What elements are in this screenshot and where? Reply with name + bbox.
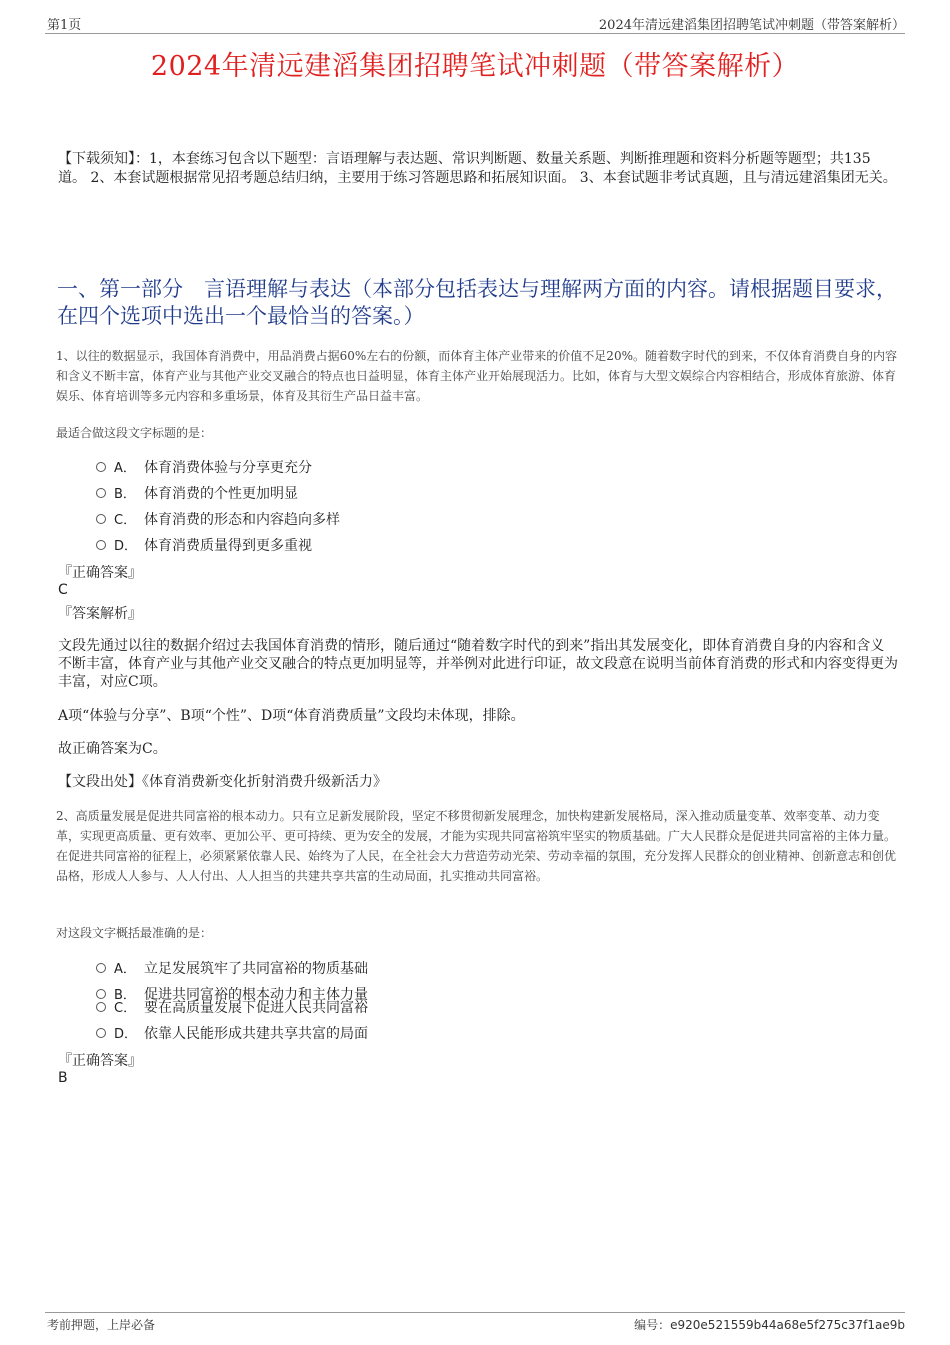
question-1-prompt: 最适合做这段文字标题的是： [56,426,213,440]
question-1-option-a[interactable]: A． 体育消费体验与分享更充分 [96,457,312,477]
page-number: 第1页 [47,18,82,33]
footer-divider [45,1312,905,1313]
footer-code: 编号：e920e521559b44a68e5f275c37f1ae9b [634,1318,905,1332]
download-notice: 【下载须知】：1，本套练习包含以下题型：言语理解与表达题、常识判断题、数量关系题、判断推理题和资料分析题等题型；共135道。 2、本套试题根据常见招考题总结归纳，主要用于练习答题思路和拓展知识面。 3、本套试题非考试真题，且与清远建滔集团无关。 [58,151,897,186]
section-heading: 一、第一部分 言语理解与表达（本部分包括表达与理解两方面的内容。请根据题目要求，在四个选项中选出一个最恰当的答案。） [57,277,897,328]
footer-slogan: 考前押题，上岸必备 [47,1318,156,1332]
question-2-option-b[interactable]: B． 促进共同富裕的根本动力和主体力量 [96,984,368,1004]
radio-icon[interactable] [96,1028,106,1038]
radio-icon[interactable] [96,488,106,498]
question-1-option-c[interactable]: C． 体育消费的形态和内容趋向多样 [96,509,340,529]
analysis-paragraph-1: 文段先通过以往的数据介绍过去我国体育消费的情形，随后通过“随着数字时代的到来”指出其发展变化，即体育消费自身的内容和含义不断丰富，体育产业与其他产业交叉融合的特点更加明显等，并举例对此进行印证，故文段意在说明当前体育消费的形式和内容变得更为丰富，对应C项。 [58,638,898,690]
source-citation: 【文段出处】《体育消费新变化折射消费升级新活力》 [58,774,387,790]
radio-icon[interactable] [96,963,106,973]
analysis-label: 『答案解析』 [58,606,142,622]
radio-icon[interactable] [96,514,106,524]
question-1-text: 1、以往的数据显示，我国体育消费中，用品消费占据60%左右的份额，而体育主体产业带来的价值不足20%。随着数字时代的到来，不仅体育消费自身的内容和含义不断丰富，体育产业与其他产业交叉融合的特点也日益明显，体育主体产业开始展现活力。比如，体育与大型文娱综合内容相结合，形成体育旅游、体育娱乐、体育培训等多元内容和多重场景，体育及其衍生产品日益丰富。 [56,349,897,403]
question-1-option-d[interactable]: D． 体育消费质量得到更多重视 [96,535,312,555]
question-1-option-b[interactable]: B． 体育消费的个性更加明显 [96,483,298,503]
radio-icon[interactable] [96,540,106,550]
answer-value: C [58,582,68,598]
answer-label-2: 『正确答案』 [58,1053,142,1069]
radio-icon[interactable] [96,462,106,472]
header-doc-title: 2024年清远建滔集团招聘笔试冲刺题（带答案解析） [598,18,905,33]
answer-value-2: B [58,1070,68,1086]
question-2-option-a[interactable]: A． 立足发展筑牢了共同富裕的物质基础 [96,958,368,978]
analysis-paragraph-2: A项“体验与分享”、B项“个性”、D项“体育消费质量”文段均未体现，排除。 [58,708,525,724]
question-2-option-c[interactable]: C． 要在高质量发展下促进人民共同富裕 [96,997,368,1017]
header-divider [45,33,905,34]
question-2-option-d[interactable]: D． 依靠人民能形成共建共享共富的局面 [96,1023,368,1043]
question-2-prompt: 对这段文字概括最准确的是： [56,926,213,940]
radio-icon[interactable] [96,1002,106,1012]
document-title: 2024年清远建滔集团招聘笔试冲刺题（带答案解析） [150,51,800,82]
answer-label: 『正确答案』 [58,565,142,581]
analysis-paragraph-3: 故正确答案为C。 [58,741,167,757]
question-2-text: 2、高质量发展是促进共同富裕的根本动力。只有立足新发展阶段，坚定不移贯彻新发展理念，加快构建新发展格局，深入推动质量变革、效率变革、动力变革，实现更高质量、更有效率、更加公平、更可持续、更为安全的发展，才能为实现共同富裕筑牢坚实的物质基础。广大人民群众是促进共同富裕的主体力量。在促进共同富裕的征程上，必须紧紧依靠人民、始终为了人民，在全社会大力营造劳动光荣、劳动幸福的氛围，充分发挥人民群众的创业精神、创新意志和创优品格，形成人人参与、人人付出、人人担当的共建共享共富的生动局面，扎实推动共同富裕。 [56,809,897,883]
